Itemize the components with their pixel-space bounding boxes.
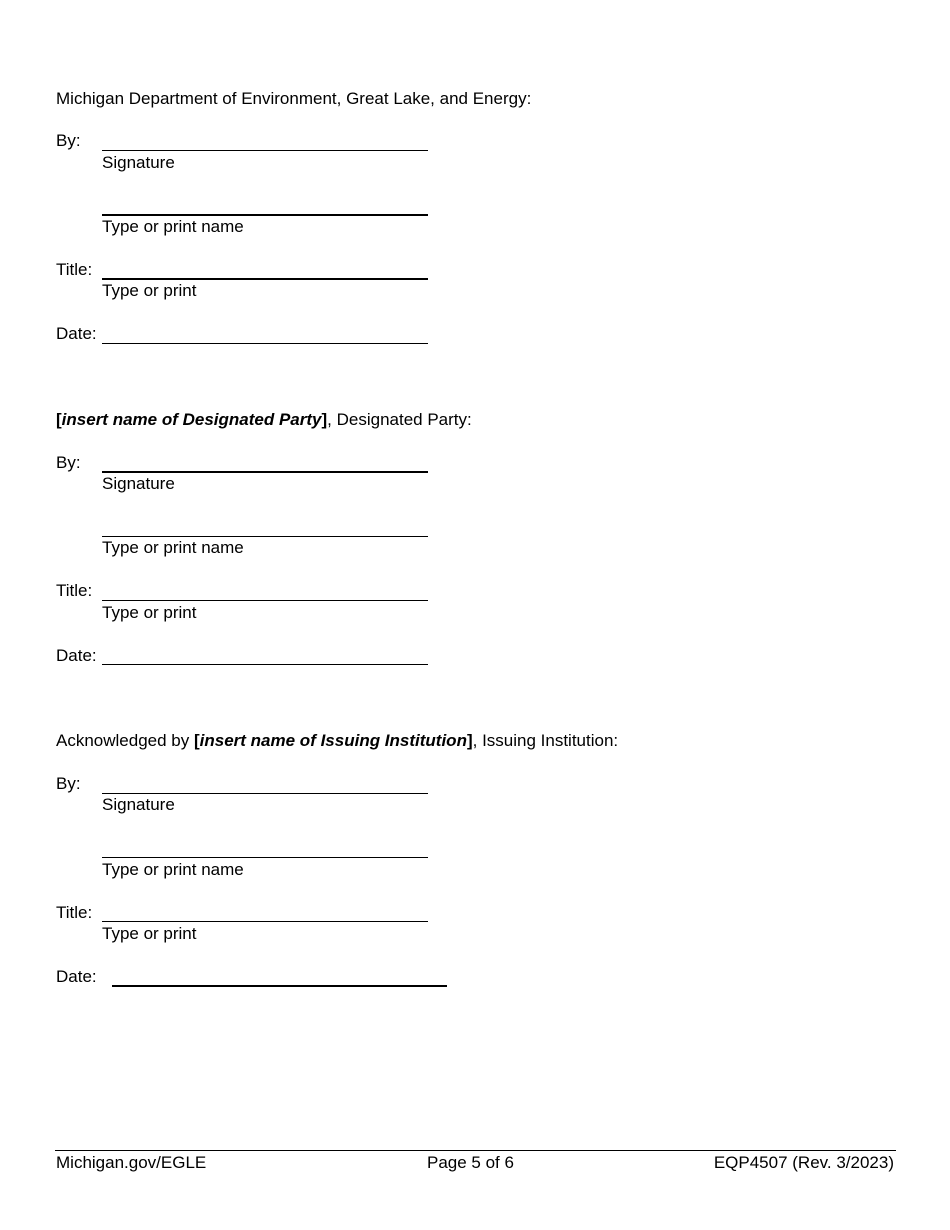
date-line[interactable]: [102, 343, 428, 344]
bracket-open: [: [193, 731, 200, 750]
by-label: By:: [56, 131, 81, 150]
bracket-close: ]: [466, 731, 473, 750]
signature-line[interactable]: [102, 793, 428, 794]
footer-form-number: EQP4507 (Rev. 3/2023): [713, 1153, 894, 1172]
section-heading-prefix: Acknowledged by: [56, 731, 194, 750]
title-caption: Type or print: [102, 281, 197, 300]
signature-line[interactable]: [102, 150, 428, 151]
title-label: Title:: [56, 260, 93, 279]
date-label: Date:: [56, 646, 97, 665]
date-line[interactable]: [102, 664, 428, 665]
print-name-caption: Type or print name: [102, 217, 244, 236]
section-heading-text: Michigan Department of Environment, Great Lake, and Energy:: [56, 89, 532, 108]
signature-caption: Signature: [102, 153, 175, 172]
date-label: Date:: [56, 967, 97, 986]
title-line[interactable]: [102, 278, 428, 280]
title-label: Title:: [56, 903, 93, 922]
date-label: Date:: [56, 324, 97, 343]
section-2-heading: [56, 410, 472, 430]
by-label: By:: [56, 453, 81, 472]
by-label: By:: [56, 774, 81, 793]
issuing-institution-placeholder: insert name of Issuing Institution: [199, 731, 467, 750]
signature-line[interactable]: [102, 471, 428, 473]
designated-party-placeholder: insert name of Designated Party: [61, 410, 322, 429]
print-name-caption: Type or print name: [102, 538, 244, 557]
section-heading-text: , Issuing Institution:: [472, 731, 619, 750]
signature-caption: Signature: [102, 474, 175, 493]
date-line[interactable]: [112, 985, 447, 987]
section-heading-text: , Designated Party:: [327, 410, 472, 429]
signature-caption: Signature: [102, 795, 175, 814]
section-3-heading: [56, 731, 618, 751]
print-name-line[interactable]: [102, 536, 428, 537]
print-name-line[interactable]: [102, 214, 428, 216]
print-name-caption: Type or print name: [102, 860, 244, 879]
title-label: Title:: [56, 581, 93, 600]
print-name-line[interactable]: [102, 857, 428, 858]
footer-page-number: Page 5 of 6: [427, 1153, 514, 1172]
title-line[interactable]: [102, 921, 428, 922]
footer-website: Michigan.gov/EGLE: [56, 1153, 207, 1172]
title-line[interactable]: [102, 600, 428, 601]
title-caption: Type or print: [102, 603, 197, 622]
title-caption: Type or print: [102, 924, 197, 943]
bracket-open: [: [56, 410, 62, 429]
bracket-close: ]: [321, 410, 328, 429]
section-1-heading: [56, 89, 531, 109]
footer-divider: [55, 1150, 896, 1151]
